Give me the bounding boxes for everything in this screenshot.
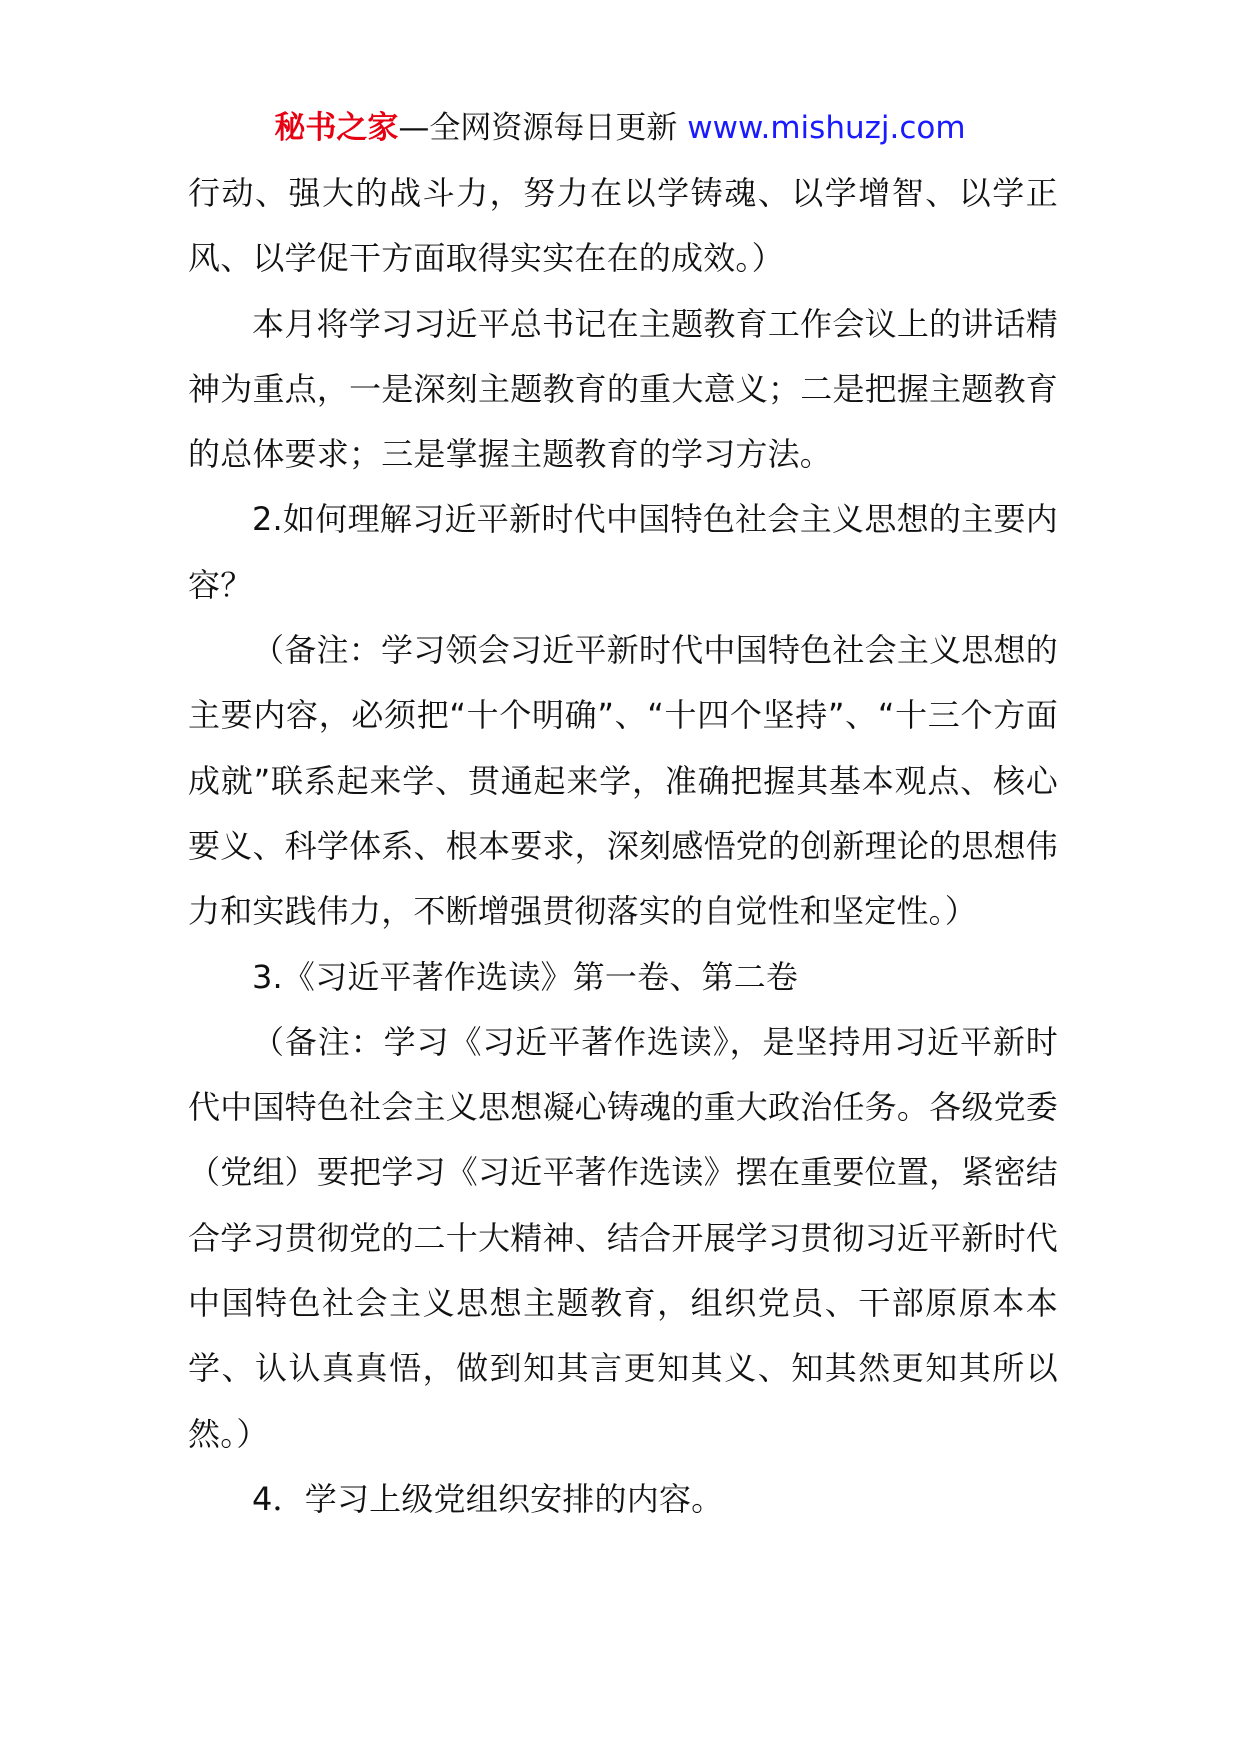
document-body — [188, 161, 1058, 1532]
paragraph-continuation: 行动、强大的战斗力，努力在以学铸魂、以学增智、以学正风、以学促干方面取得实实在在的成效。） — [188, 174, 1058, 278]
paragraph-item-3: 3.《习近平著作选读》第一卷、第二卷 — [252, 957, 799, 996]
page-header — [0, 98, 1240, 158]
brand-name: 秘书之家 — [274, 110, 399, 146]
paragraph-item-4: 4．学习上级党组织安排的内容。 — [252, 1479, 724, 1518]
site-url-link[interactable]: www.mishuzj.com — [687, 110, 966, 146]
paragraph-note-2: （备注：学习领会习近平新时代中国特色社会主义思想的主要内容，必须把“十个明确”、“十四个坚持”、“十三个方面成就”联系起来学、贯通起来学，准确把握其基本观点、核心要义、科学体系、根本要求，深刻感悟党的创新理论的思想伟力和实践伟力，不断增强贯彻落实的自觉性和坚定性。） — [188, 631, 1058, 931]
paragraph-item-2: 2.如何理解习近平新时代中国特色社会主义思想的主要内容？ — [188, 500, 1058, 604]
paragraph-note-3: （备注：学习《习近平著作选读》，是坚持用习近平新时代中国特色社会主义思想凝心铸魂的重大政治任务。各级党委（党组）要把学习《习近平著作选读》摆在重要位置，紧密结合学习贯彻党的二十大精神、结合开展学习贯彻习近平新时代中国特色社会主义思想主题教育，组织党员、干部原原本本学、认认真真悟，做到知其言更知其义、知其然更知其所以然。） — [188, 1022, 1058, 1453]
header-tagline: —全网资源每日更新 — [398, 110, 688, 146]
paragraph-monthly-focus: 本月将学习习近平总书记在主题教育工作会议上的讲话精神为重点，一是深刻主题教育的重大意义；二是把握主题教育的总体要求；三是掌握主题教育的学习方法。 — [188, 304, 1058, 474]
